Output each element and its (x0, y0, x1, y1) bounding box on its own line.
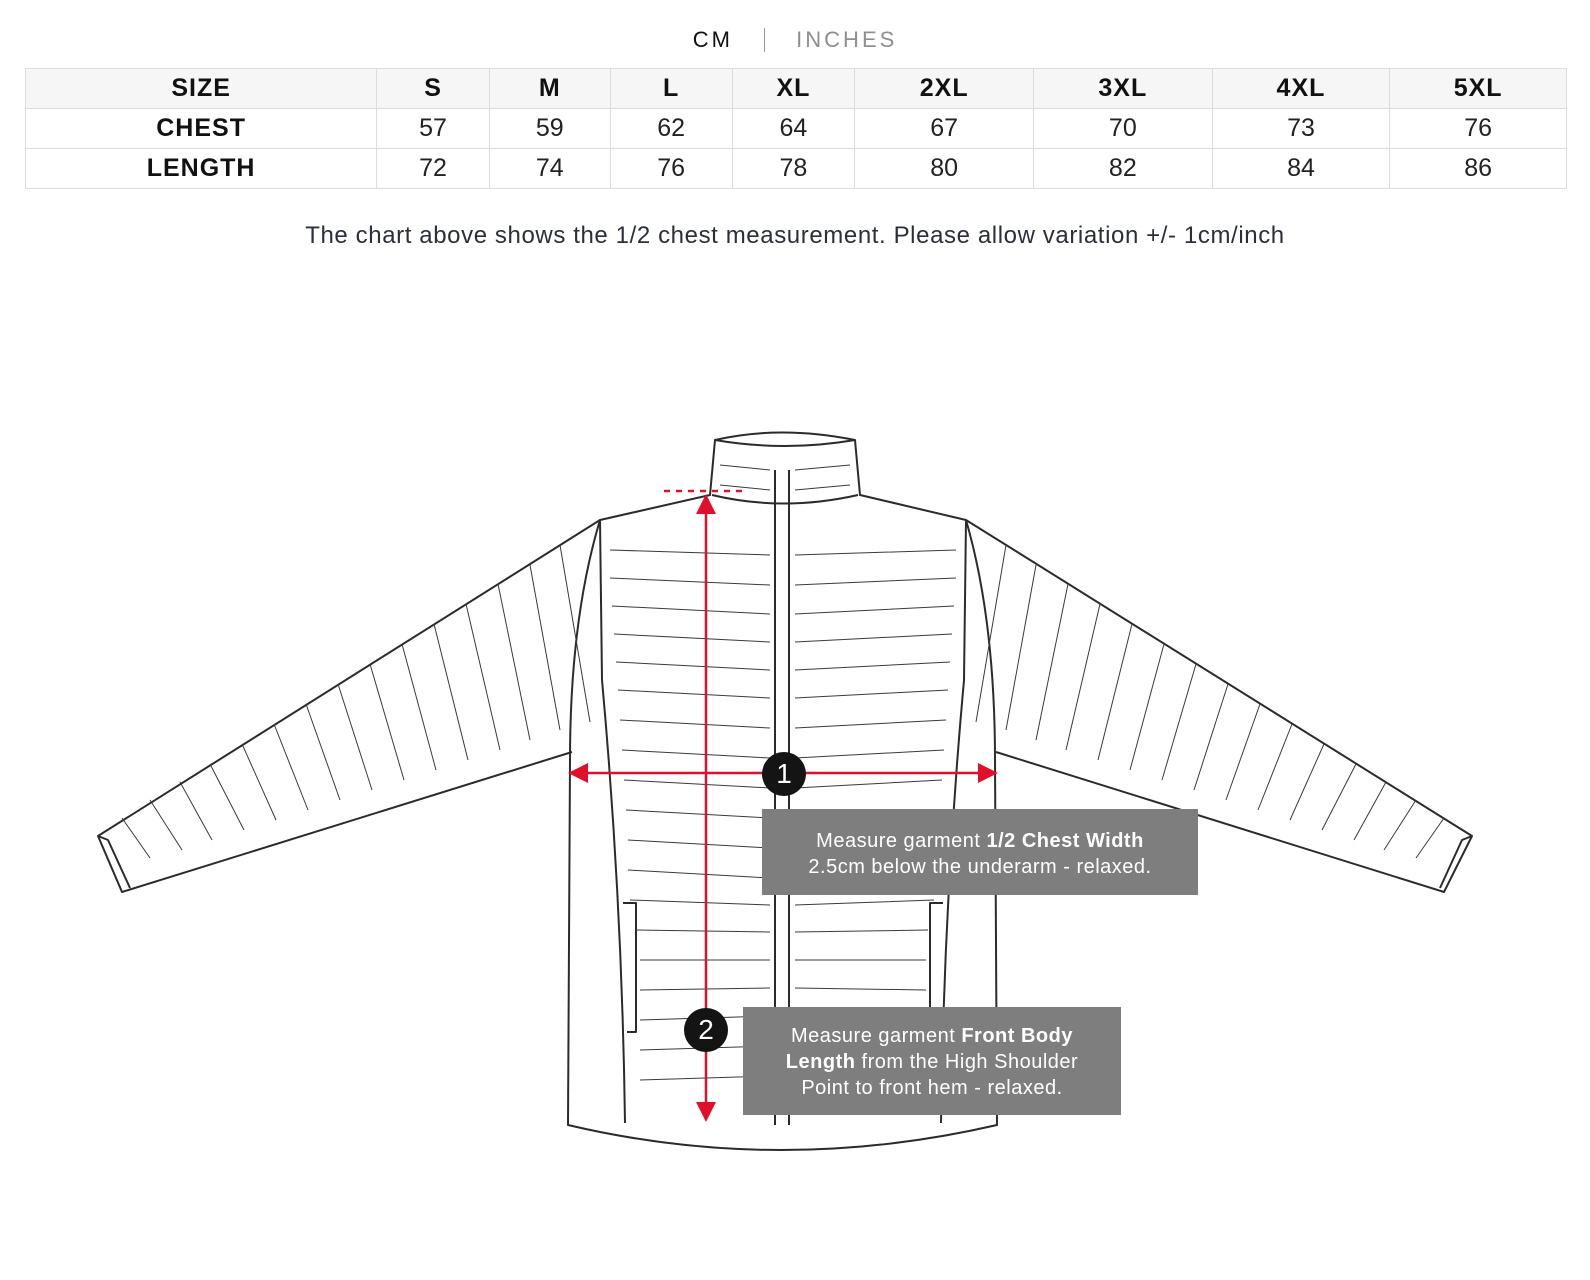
table-cell: 80 (855, 149, 1034, 189)
length-measure-callout (743, 1007, 1121, 1115)
table-cell: 73 (1212, 109, 1390, 149)
chest-step-badge: 1 (762, 752, 806, 796)
header-size-xl: XL (732, 69, 855, 109)
header-size-4xl: 4XL (1212, 69, 1390, 109)
table-cell: 59 (489, 109, 610, 149)
header-size-5xl: 5XL (1390, 69, 1567, 109)
header-size-3xl: 3XL (1034, 69, 1213, 109)
unit-inches-tab[interactable]: INCHES (796, 27, 898, 53)
table-cell: 78 (732, 149, 855, 189)
header-size-label: SIZE (26, 69, 377, 109)
header-size-l: L (610, 69, 732, 109)
header-size-m: M (489, 69, 610, 109)
callout-text: from the High Shoulder (855, 1051, 1079, 1073)
callout-bold-text: Length (785, 1051, 856, 1073)
table-cell: 76 (610, 149, 732, 189)
callout-bold-text: 1/2 Chest Width (986, 830, 1144, 852)
row-label-length: LENGTH (26, 149, 377, 189)
callout-bold-text: Front Body (961, 1025, 1073, 1047)
callout-1-line-2: 2.5cm below the underarm - relaxed. (808, 856, 1152, 878)
jacket-collar (715, 440, 855, 446)
table-cell: 64 (732, 109, 855, 149)
row-label-chest: CHEST (26, 109, 377, 149)
table-cell: 74 (489, 149, 610, 189)
callout-text: Measure garment (791, 1025, 962, 1047)
callout-2-line-2 (765, 1049, 1099, 1075)
length-step-badge: 2 (684, 1008, 728, 1052)
table-cell: 76 (1390, 109, 1567, 149)
unit-cm-tab[interactable]: CM (692, 27, 733, 53)
chest-measure-callout (762, 809, 1198, 895)
table-cell: 86 (1390, 149, 1567, 189)
jacket-left-pocket (623, 903, 636, 1032)
callout-text: Measure garment (816, 830, 987, 852)
table-cell: 62 (610, 109, 732, 149)
callout-2-line-3: Point to front hem - relaxed. (801, 1077, 1063, 1099)
table-cell: 67 (855, 109, 1034, 149)
table-cell: 72 (377, 149, 490, 189)
table-cell: 70 (1034, 109, 1213, 149)
callout-2-line-1 (765, 1023, 1099, 1049)
table-cell: 84 (1212, 149, 1390, 189)
table-cell: 57 (377, 109, 490, 149)
header-size-2xl: 2XL (855, 69, 1034, 109)
table-cell: 82 (1034, 149, 1213, 189)
measurement-note: The chart above shows the 1/2 chest measurement. Please allow variation +/- 1cm/inch (305, 222, 1285, 249)
header-size-s: S (377, 69, 490, 109)
callout-1-line-1 (762, 828, 1198, 854)
